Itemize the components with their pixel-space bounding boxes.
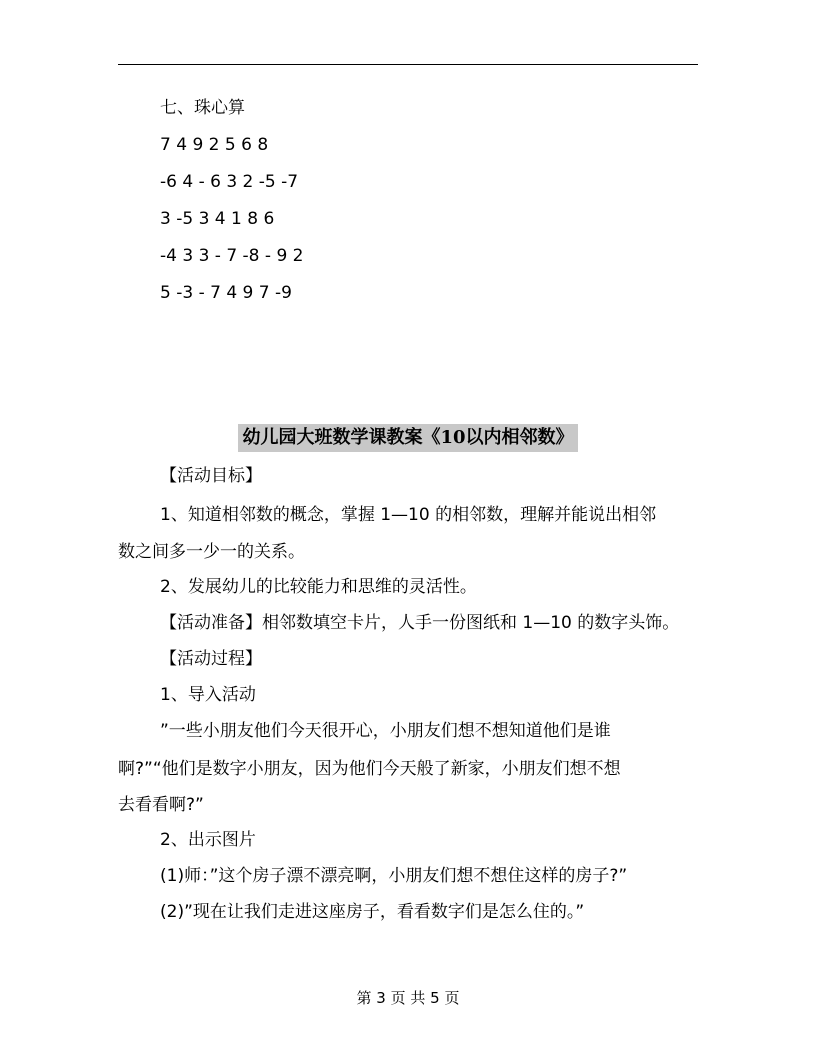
sub-step-1: (1)师：”这个房子漂不漂亮啊，小朋友们想不想住这样的房子?” bbox=[160, 866, 628, 886]
step-2: 2、出示图片 bbox=[160, 830, 256, 850]
lesson-title: 幼儿园大班数学课教案《10以内相邻数》 bbox=[238, 424, 577, 452]
abacus-row-5: 5 -3 - 7 4 9 7 -9 bbox=[160, 283, 292, 303]
section-heading: 七、珠心算 bbox=[160, 98, 245, 118]
quote-line-3: 去看看啊?” bbox=[118, 795, 204, 815]
abacus-row-3: 3 -5 3 4 1 8 6 bbox=[160, 209, 275, 229]
header-rule bbox=[118, 64, 698, 65]
abacus-row-2: -6 4 - 6 3 2 -5 -7 bbox=[160, 172, 299, 192]
goal-heading: 【活动目标】 bbox=[160, 466, 262, 486]
goal-1-line-1: 1、知道相邻数的概念，掌握 1—10 的相邻数，理解并能说出相邻 bbox=[160, 505, 657, 525]
process-heading: 【活动过程】 bbox=[160, 649, 262, 669]
page-number: 第 3 页 共 5 页 bbox=[356, 989, 460, 1007]
abacus-row-4: -4 3 3 - 7 -8 - 9 2 bbox=[160, 246, 304, 266]
quote-line-2: 啊?”“他们是数字小朋友，因为他们今天般了新家，小朋友们想不想 bbox=[118, 759, 621, 779]
step-1: 1、导入活动 bbox=[160, 685, 256, 705]
goal-1-line-2: 数之间多一少一的关系。 bbox=[118, 542, 305, 562]
quote-line-1: ”一些小朋友他们今天很开心，小朋友们想不想知道他们是谁 bbox=[160, 721, 611, 741]
sub-step-2: (2)”现在让我们走进这座房子，看看数字们是怎么住的。” bbox=[160, 902, 585, 922]
goal-2: 2、发展幼儿的比较能力和思维的灵活性。 bbox=[160, 577, 477, 597]
preparation: 【活动准备】相邻数填空卡片，人手一份图纸和 1—10 的数字头饰。 bbox=[160, 613, 680, 633]
abacus-row-1: 7 4 9 2 5 6 8 bbox=[160, 135, 269, 155]
